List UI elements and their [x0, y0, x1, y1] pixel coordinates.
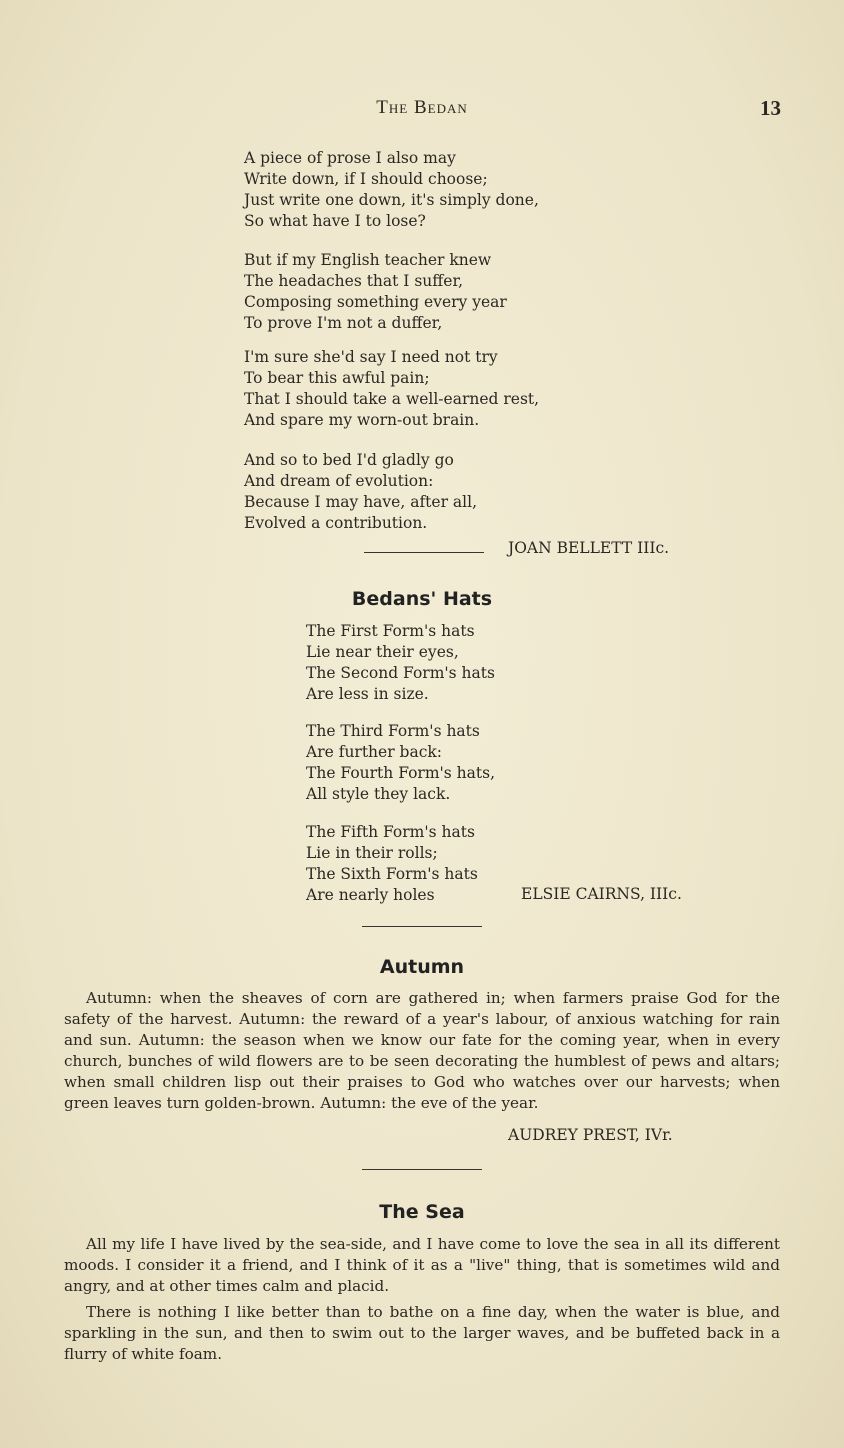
page-number: 13	[760, 96, 781, 120]
poem-line: The Third Form's hats	[306, 722, 480, 740]
poem-line: Are further back:	[306, 743, 443, 761]
poem-line: Are less in size.	[306, 685, 429, 703]
poem-2-stanza	[306, 721, 495, 805]
poem-line: And spare my worn-out brain.	[244, 411, 480, 429]
poem-line: The Fifth Form's hats	[306, 823, 475, 841]
sea-paragraph: There is nothing I like better than to bathe on a fine day, when the water is blue, and sparkling in the sun, and then to swim out to the larger waves, and be buffeted back in a flurry of white foam.	[64, 1303, 780, 1363]
signature-rule	[364, 552, 484, 553]
sea-text	[64, 1234, 780, 1370]
poem-line: And dream of evolution:	[244, 472, 434, 490]
poem-line: Lie near their eyes,	[306, 643, 459, 661]
poem-line: The First Form's hats	[306, 622, 475, 640]
poem-1-author: JOAN BELLETT IIIc.	[508, 539, 670, 557]
poem-1-stanza	[244, 347, 539, 431]
poem-line: The Fourth Form's hats,	[306, 764, 496, 782]
poem-2-title: Bedans' Hats	[351, 588, 493, 610]
poem-line: I'm sure she'd say I need not try	[244, 348, 498, 366]
autumn-author: AUDREY PREST, IVr.	[508, 1126, 673, 1144]
poem-line: So what have I to lose?	[244, 212, 426, 230]
poem-line: The Sixth Form's hats	[306, 865, 478, 883]
autumn-title: Autumn	[379, 956, 465, 978]
poem-line: That I should take a well-earned rest,	[244, 390, 540, 408]
poem-2-stanza	[306, 621, 495, 705]
poem-line: Composing something every year	[244, 293, 507, 311]
poem-line: The headaches that I suffer,	[244, 272, 464, 290]
poem-line: Are nearly holes	[306, 886, 435, 904]
poem-line: A piece of prose I also may	[244, 149, 456, 167]
poem-1-stanza	[244, 250, 507, 334]
poem-line: Because I may have, after all,	[244, 493, 477, 511]
poem-2-author: ELSIE CAIRNS, IIIc.	[521, 885, 682, 903]
poem-line: But if my English teacher knew	[244, 251, 492, 269]
poem-line: And so to bed I'd gladly go	[244, 451, 454, 469]
running-header-title: The Bedan	[376, 97, 468, 118]
poem-1-stanza	[244, 450, 477, 534]
poem-line: All style they lack.	[306, 785, 451, 803]
poem-line: Lie in their rolls;	[306, 844, 438, 862]
poem-line: The Second Form's hats	[306, 664, 495, 682]
sea-paragraph: All my life I have lived by the sea-side, and I have come to love the sea in all its different moods. I consider it a friend, and I think of it as a "live" thing, that is sometimes wild and angry, and at other times calm and placid.	[64, 1235, 780, 1295]
autumn-text	[64, 988, 780, 1119]
section-divider	[362, 926, 482, 927]
poem-line: To prove I'm not a duffer,	[244, 314, 443, 332]
section-divider	[362, 1169, 482, 1170]
poem-line: Write down, if I should choose;	[244, 170, 488, 188]
poem-line: Evolved a contribution.	[244, 514, 428, 532]
poem-1-stanza	[244, 148, 539, 232]
sea-title: The Sea	[379, 1201, 465, 1223]
poem-line: To bear this awful pain;	[244, 369, 430, 387]
autumn-paragraph: Autumn: when the sheaves of corn are gathered in; when farmers praise God for the safety of the harvest. Autumn: the reward of a year's labour, of anxious watching for rain and sun. Autumn: the season when we know our fate for the coming year, when in every church, bunches of wild flowers are to be seen decorating the humblest of pews and altars; when small children lisp out their praises to God who watches over our harvests; when green leaves turn golden-brown. Autumn: the eve of the year.	[64, 989, 780, 1112]
poem-2-stanza	[306, 822, 478, 906]
poem-line: Just write one down, it's simply done,	[244, 191, 539, 209]
